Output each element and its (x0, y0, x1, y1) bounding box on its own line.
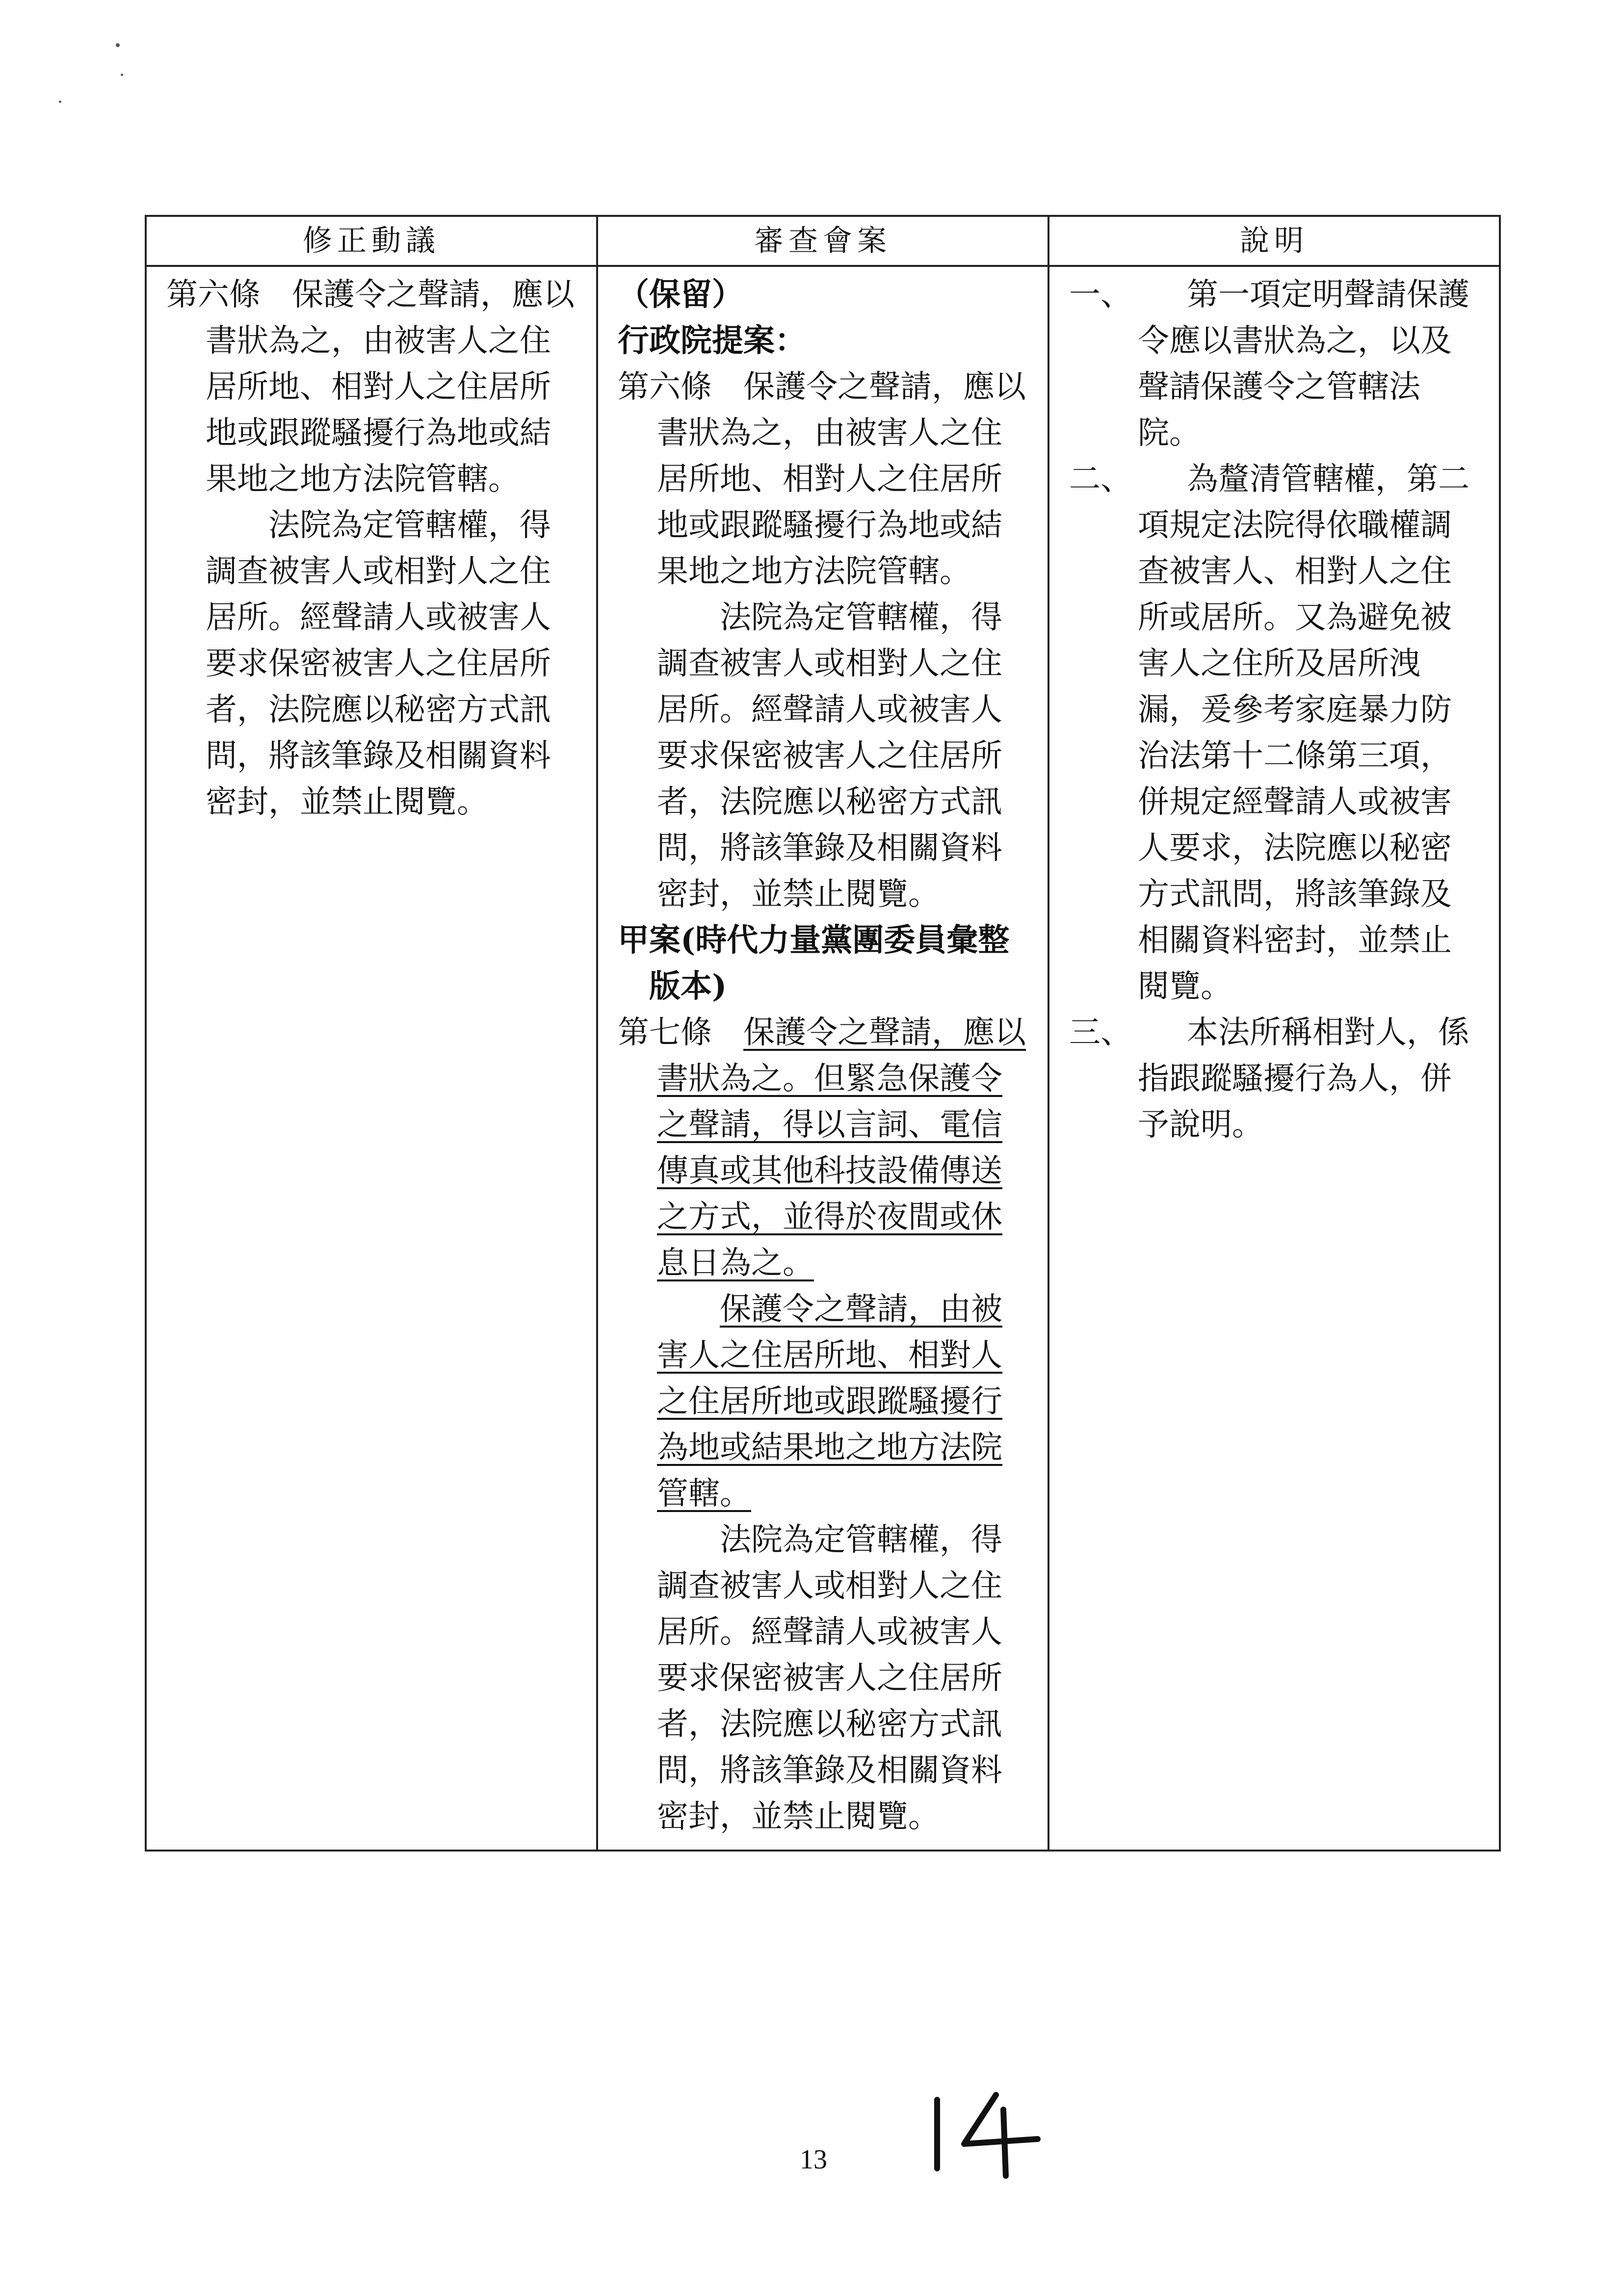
explanation-item-text: 為釐清管轄權，第二項規定法院得依職權調查被害人、相對人之住所或居所。又為避免被害人之住所及居所洩漏，爰參考家庭暴力防治法第十二條第三項，併規定經聲請人或被害人要求，法院應以秘密方式訊問，將該筆錄及相關資料密封，並禁止閱覽。 (1138, 461, 1469, 1005)
scan-speck (121, 74, 123, 76)
table-header-row (146, 216, 1500, 266)
motion-article-label: 第六條 (166, 277, 261, 313)
explanation-item-number: 一、 (1069, 277, 1132, 313)
comparison-table (145, 215, 1501, 1852)
explanation-item-1 (1069, 272, 1479, 456)
executive-yuan-paragraph-2: 法院為定管轄權，得調查被害人或相對人之住居所。經聲請人或被害人要求保密被害人之住居所者，法院應以秘密方式訊問，將該筆錄及相關資料密封，並禁止閱覽。 (657, 600, 1002, 913)
header-review-meeting-case: 審查會案 (597, 216, 1048, 266)
scan-speck (59, 101, 61, 103)
explanation-item-text: 本法所稱相對人，係指跟蹤騷擾行為人，併予說明。 (1138, 1015, 1469, 1143)
explanation-item-2 (1069, 456, 1479, 1010)
case-a-paragraph-2-wrap (618, 1286, 1028, 1517)
scan-speck (116, 43, 120, 47)
explanation-cell (1048, 266, 1500, 1851)
handwritten-page-number (917, 2085, 1065, 2183)
case-a-article (618, 1010, 1028, 1286)
review-cell (597, 266, 1048, 1851)
executive-yuan-heading: 行政院提案： (618, 322, 806, 359)
executive-yuan-paragraph-1: 保護令之聲請，應以書狀為之，由被害人之住居所地、相對人之住居所地或跟蹤騷擾行為地或結果地之地方法院管轄。 (657, 369, 1026, 590)
explanation-item-number: 三、 (1069, 1015, 1132, 1051)
motion-paragraph-1: 保護令之聲請，應以書狀為之，由被害人之住居所地、相對人之住居所地或跟蹤騷擾行為地或結果地之地方法院管轄。 (206, 277, 575, 497)
motion-cell (146, 266, 597, 1851)
explanation-item-number: 二、 (1069, 461, 1132, 497)
explanation-item-text: 第一項定明聲請保護令應以書狀為之，以及聲請保護令之管轄法院。 (1138, 277, 1469, 451)
explanation-item-3 (1069, 1010, 1479, 1148)
executive-yuan-article (618, 364, 1028, 595)
motion-paragraph-2: 法院為定管轄權，得調查被害人或相對人之住居所。經聲請人或被害人要求保密被害人之住居所者，法院應以秘密方式訊問，將該筆錄及相關資料密封，並禁止閱覽。 (206, 507, 551, 820)
case-a-paragraph-3: 法院為定管轄權，得調查被害人或相對人之住居所。經聲請人或被害人要求保密被害人之住居所者，法院應以秘密方式訊問，將該筆錄及相關資料密封，並禁止閱覽。 (657, 1522, 1002, 1835)
page-number: 13 (800, 2144, 827, 2175)
review-reserved: （保留） (618, 276, 743, 313)
case-a-paragraph-2: 保護令之聲請，由被害人之住居所地、相對人之住居所地或跟蹤騷擾行為地或結果地之地方法院管轄。 (657, 1291, 1002, 1512)
case-a-paragraph-1: 保護令之聲請，應以書狀為之。但緊急保護令之聲請，得以言詞、電信傳真或其他科技設備傳送之方式，並得於夜間或休息日為之。 (657, 1015, 1026, 1281)
header-amendment-motion: 修正動議 (146, 216, 597, 266)
header-explanation: 說明 (1048, 216, 1500, 266)
case-a-heading: 甲案(時代力量黨團委員彙整版本) (618, 922, 1010, 1005)
table-row (146, 266, 1500, 1851)
case-a-article-label: 第七條 (618, 1015, 712, 1051)
executive-yuan-article-label: 第六條 (618, 369, 712, 405)
motion-article (166, 272, 576, 502)
handwritten-14-drawing (917, 2085, 1065, 2183)
